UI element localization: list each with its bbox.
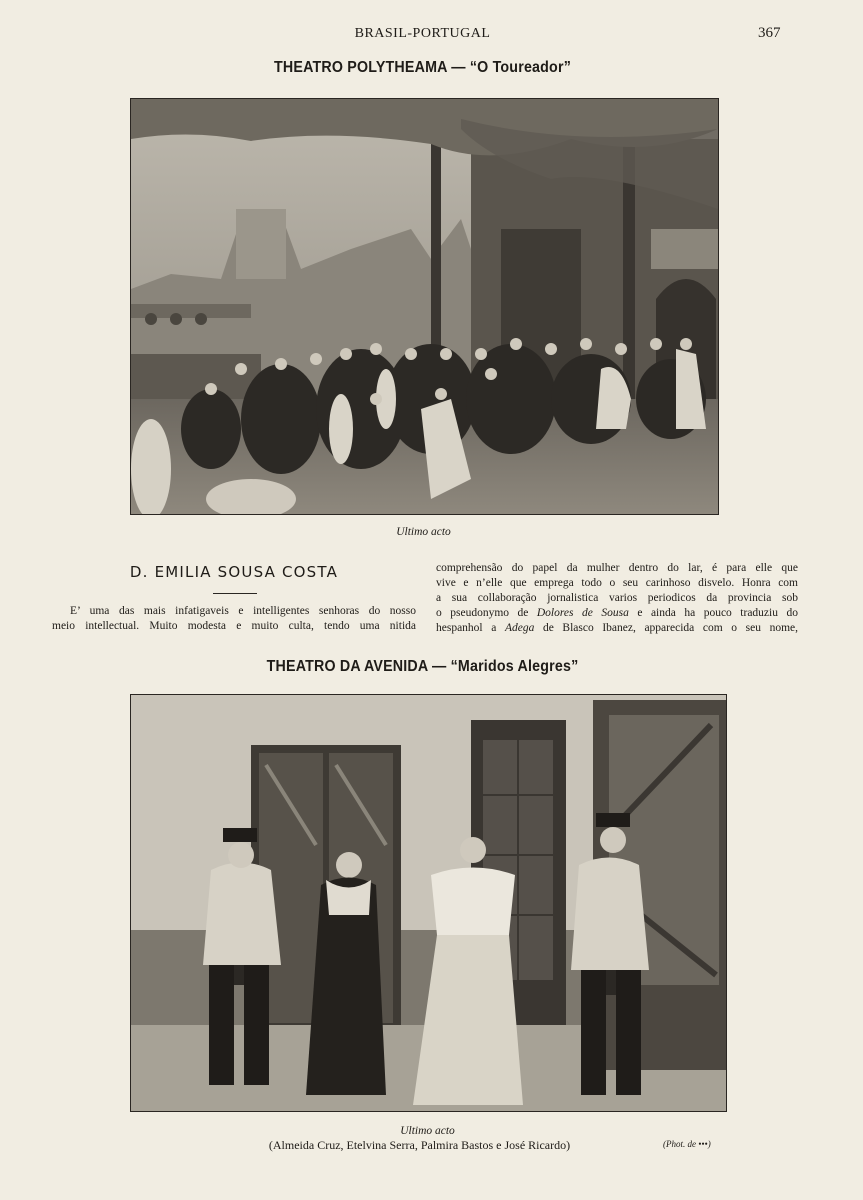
photo-caption-avenida: Ultimo acto [400,1125,455,1137]
article-line: vive e n’elle que emprega todo o seu carinhoso disvelo. Honra com [436,577,798,589]
photo-credit: (Phot. de •••) [663,1139,711,1149]
photo-maridos-alegres-cast [130,694,727,1112]
book-title: Adega [504,622,535,634]
photo-cast-names: (Almeida Cruz, Etelvina Serra, Palmira Bastos e José Ricardo) [268,1138,571,1152]
photo-caption-polytheama: Ultimo acto [396,526,451,538]
section-title-polytheama: THEATRO POLYTHEAMA — “O Toureador” [273,59,572,76]
text-run: hespanhol a [436,622,505,634]
text-run: o pseudonymo de [436,607,537,619]
photo-toureador-stage [130,98,719,515]
article-line: comprehensão do papel da mulher dentro do lar, é para elle que [436,562,798,574]
heading-divider [213,593,257,594]
article-column-right [436,561,798,636]
article-heading: D. EMILIA SOUSA COSTA [129,563,339,581]
page-number: 367 [758,25,781,41]
text-run: e ainda ha pouco traduziu do [628,607,798,619]
section-title-avenida: THEATRO DA AVENIDA — “Maridos Alegres” [266,658,579,675]
article-line: meio intellectual. Muito modesta e muito culta, tendo uma nitida [52,620,416,632]
article-line [436,606,798,621]
text-run: de Blasco Ibanez, apparecida com o seu nome, [534,622,798,634]
article-line: E’ uma das mais infatigaveis e intelligentes senhoras do nosso [70,605,416,617]
running-head: BRASIL-PORTUGAL [354,26,491,41]
article-column-left [52,604,416,634]
article-line [436,621,798,636]
pseudonym: Dolores de Sousa [536,607,629,619]
article-line: a sua collaboração jornalistica varios periodicos da provincia sob [436,592,798,604]
